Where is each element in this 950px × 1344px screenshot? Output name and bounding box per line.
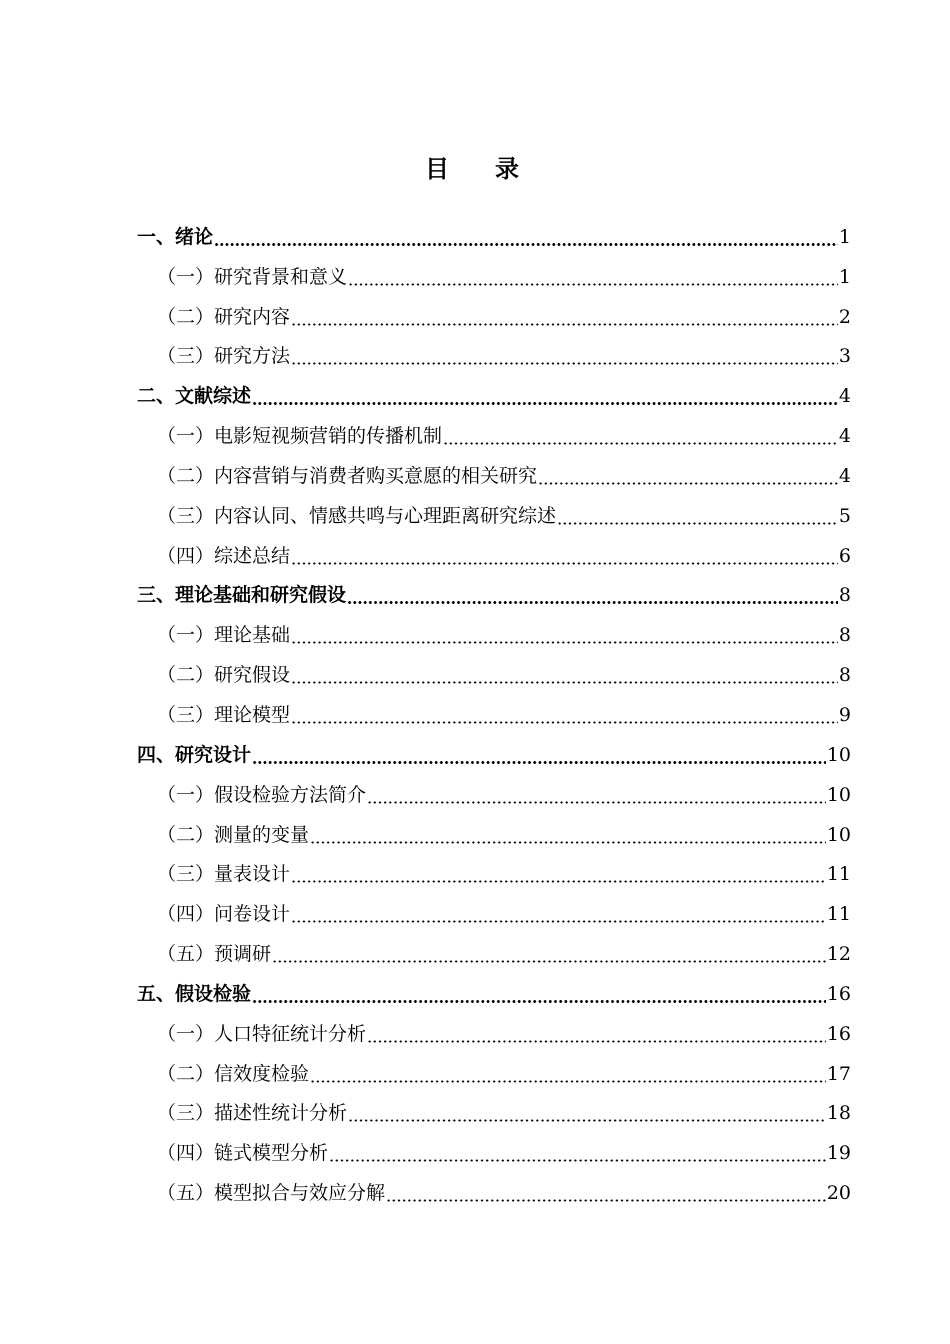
toc-entry-label: 四、研究设计	[137, 743, 252, 766]
toc-section-entry[interactable]	[137, 1091, 851, 1131]
toc-section-entry[interactable]	[137, 1011, 851, 1051]
toc-dot-leader	[214, 243, 838, 246]
toc-chapter-entry[interactable]	[137, 573, 851, 613]
table-of-contents	[137, 214, 851, 1210]
toc-section-entry[interactable]	[137, 1170, 851, 1210]
toc-page-number: 3	[838, 345, 851, 368]
toc-entry-label: 三、理论基础和研究假设	[137, 584, 347, 607]
toc-page-number: 20	[826, 1182, 851, 1205]
toc-entry-label: （三）描述性统计分析	[157, 1102, 348, 1125]
toc-chapter-entry[interactable]	[137, 732, 851, 772]
toc-entry-label: （四）链式模型分析	[157, 1142, 329, 1165]
toc-section-entry[interactable]	[137, 1051, 851, 1091]
toc-page-number: 11	[826, 863, 851, 886]
toc-dot-leader	[347, 601, 838, 604]
toc-page-number: 5	[838, 504, 851, 527]
toc-page-number: 18	[826, 1102, 851, 1125]
toc-page-number: 8	[838, 624, 851, 647]
toc-entry-label: 二、文献综述	[137, 385, 252, 408]
toc-section-entry[interactable]	[137, 294, 851, 334]
toc-dot-leader	[386, 1199, 826, 1202]
toc-section-entry[interactable]	[137, 812, 851, 852]
toc-section-entry[interactable]	[137, 1130, 851, 1170]
toc-chapter-entry[interactable]	[137, 373, 851, 413]
toc-entry-label: （二）测量的变量	[157, 823, 310, 846]
toc-section-entry[interactable]	[137, 533, 851, 573]
toc-page-number: 17	[826, 1062, 851, 1085]
toc-dot-leader	[252, 402, 838, 405]
toc-dot-leader	[291, 641, 838, 644]
toc-entry-label: （三）量表设计	[157, 863, 291, 886]
toc-entry-label: （四）综述总结	[157, 544, 291, 567]
toc-page-number: 4	[838, 425, 851, 448]
toc-chapter-entry[interactable]	[137, 971, 851, 1011]
toc-page-number: 1	[838, 265, 851, 288]
toc-section-entry[interactable]	[137, 852, 851, 892]
toc-page-number: 2	[838, 305, 851, 328]
toc-dot-leader	[272, 960, 826, 963]
toc-page-number: 1	[838, 225, 851, 248]
toc-dot-leader	[443, 442, 838, 445]
toc-page-number: 9	[838, 703, 851, 726]
toc-page-number: 16	[826, 1022, 851, 1045]
toc-dot-leader	[291, 721, 838, 724]
toc-dot-leader	[291, 323, 838, 326]
toc-section-entry[interactable]	[137, 931, 851, 971]
toc-dot-leader	[291, 562, 838, 565]
toc-entry-label: （一）假设检验方法简介	[157, 783, 367, 806]
toc-entry-label: （三）理论模型	[157, 703, 291, 726]
toc-entry-label: 一、绪论	[137, 225, 214, 248]
toc-entry-label: （三）研究方法	[157, 345, 291, 368]
toc-section-entry[interactable]	[137, 453, 851, 493]
toc-entry-label: （一）研究背景和意义	[157, 265, 348, 288]
toc-dot-leader	[348, 1119, 826, 1122]
toc-dot-leader	[252, 761, 826, 764]
toc-dot-leader	[538, 482, 838, 485]
toc-entry-label: （四）问卷设计	[157, 903, 291, 926]
toc-entry-label: 五、假设检验	[137, 982, 252, 1005]
toc-page-number: 12	[826, 943, 851, 966]
toc-page-number: 10	[826, 783, 851, 806]
toc-entry-label: （一）电影短视频营销的传播机制	[157, 425, 443, 448]
toc-page-number: 11	[826, 903, 851, 926]
toc-page-number: 10	[826, 823, 851, 846]
toc-dot-leader	[291, 880, 826, 883]
toc-entry-label: （五）模型拟合与效应分解	[157, 1182, 386, 1205]
toc-dot-leader	[310, 841, 826, 844]
toc-dot-leader	[291, 920, 826, 923]
toc-dot-leader	[252, 1000, 826, 1003]
toc-page-number: 19	[826, 1142, 851, 1165]
toc-dot-leader	[291, 681, 838, 684]
toc-entry-label: （二）信效度检验	[157, 1062, 310, 1085]
toc-dot-leader	[557, 522, 838, 525]
toc-section-entry[interactable]	[137, 612, 851, 652]
toc-section-entry[interactable]	[137, 334, 851, 374]
toc-page-number: 6	[838, 544, 851, 567]
toc-page-number: 8	[838, 664, 851, 687]
toc-section-entry[interactable]	[137, 254, 851, 294]
toc-entry-label: （二）研究假设	[157, 664, 291, 687]
toc-entry-label: （二）研究内容	[157, 305, 291, 328]
toc-page-number: 16	[826, 982, 851, 1005]
toc-dot-leader	[310, 1080, 826, 1083]
toc-section-entry[interactable]	[137, 772, 851, 812]
toc-page-number: 4	[838, 385, 851, 408]
toc-dot-leader	[329, 1159, 826, 1162]
toc-chapter-entry[interactable]	[137, 214, 851, 254]
toc-dot-leader	[367, 1040, 826, 1043]
toc-section-entry[interactable]	[137, 652, 851, 692]
toc-section-entry[interactable]	[137, 891, 851, 931]
toc-entry-label: （二）内容营销与消费者购买意愿的相关研究	[157, 464, 538, 487]
toc-page-number: 4	[838, 464, 851, 487]
toc-entry-label: （一）人口特征统计分析	[157, 1022, 367, 1045]
toc-page-number: 8	[838, 584, 851, 607]
toc-page-number: 10	[826, 743, 851, 766]
toc-entry-label: （三）内容认同、情感共鸣与心理距离研究综述	[157, 504, 557, 527]
toc-entry-label: （五）预调研	[157, 943, 272, 966]
toc-entry-label: （一）理论基础	[157, 624, 291, 647]
toc-title: 目录	[425, 155, 565, 183]
toc-dot-leader	[367, 801, 826, 804]
toc-section-entry[interactable]	[137, 692, 851, 732]
toc-dot-leader	[348, 283, 838, 286]
toc-section-entry[interactable]	[137, 493, 851, 533]
toc-section-entry[interactable]	[137, 413, 851, 453]
toc-dot-leader	[291, 362, 838, 365]
